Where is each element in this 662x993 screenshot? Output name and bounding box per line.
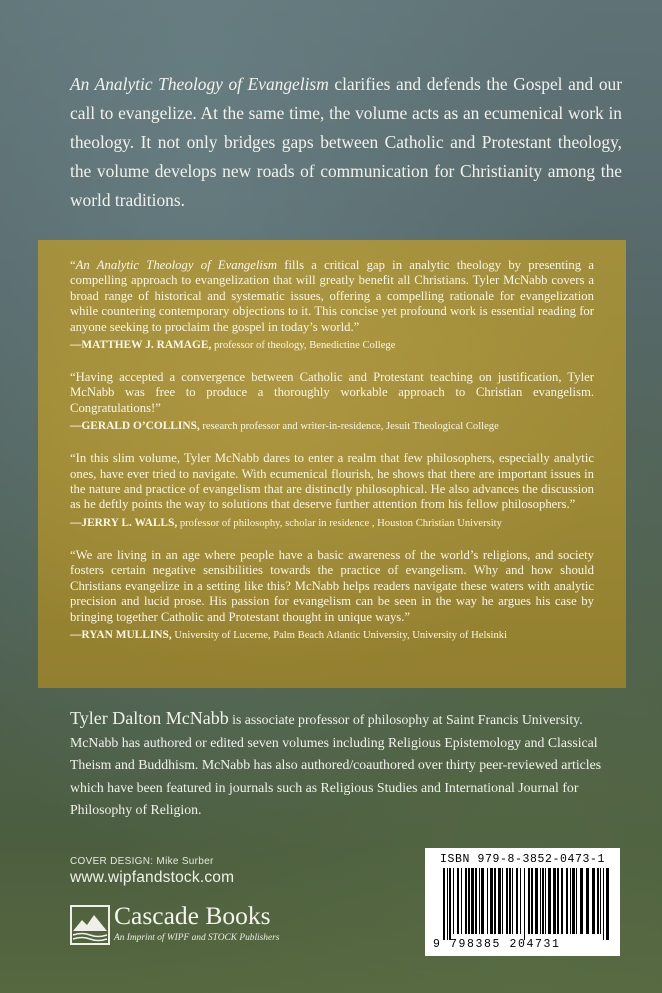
- endorser-affiliation: professor of philosophy, scholar in residence , Houston Christian University: [177, 517, 502, 529]
- barcode-bar: [516, 868, 518, 934]
- endorser-name: —MATTHEW J. RAMAGE,: [70, 339, 212, 352]
- publisher-website: www.wipfandstock.com: [70, 869, 235, 886]
- barcode-bar: [468, 868, 470, 934]
- barcode-bar: [528, 868, 530, 934]
- endorsement-attribution: [70, 419, 594, 434]
- barcode-bar: [520, 868, 521, 934]
- barcode-bar: [498, 868, 501, 934]
- barcode-bar: [487, 868, 488, 934]
- bio-text: is associate professor of philosophy at Saint Francis University. McNabb has authored or edited seven volumes including Religious Epistemology and Classical Theism and Buddhism. McNabb has also authored/coauthored over thirty peer-reviewed articles which have been featured in journals such as Religious Studies and International Journal for Philosophy of Religion.: [70, 712, 602, 817]
- barcode-bar: [465, 868, 467, 934]
- endorsement-mullins: [70, 548, 594, 643]
- barcode-bars: [431, 868, 614, 940]
- barcode-bar: [606, 868, 609, 940]
- endorsement-walls: [70, 451, 594, 531]
- barcode-bar: [457, 868, 459, 934]
- book-title: An Analytic Theology of Evangelism: [70, 74, 329, 94]
- barcode-bar: [443, 868, 445, 940]
- endorser-name: —JERRY L. WALLS,: [70, 516, 178, 529]
- barcode-bar: [586, 868, 589, 934]
- publisher-imprint: An Imprint of WIPF and STOCK Publishers: [114, 933, 280, 943]
- barcode-bar: [545, 868, 546, 934]
- barcode-bar: [471, 868, 474, 934]
- barcode-bar: [481, 868, 484, 934]
- quoted-book-title: An Analytic Theology of Evangelism: [75, 258, 278, 272]
- barcode-bar: [570, 868, 571, 934]
- barcode-bar: [449, 868, 451, 940]
- endorser-affiliation: research professor and writer-in-residence, Jesuit Theological College: [199, 421, 499, 433]
- barcode-bar: [540, 868, 541, 934]
- endorsement-quote: “We are living in an age where people have a basic awareness of the world’s religions, and society fosters certain negative sensibilities towards the practice of evangelism. Why and how should Christians evangelize in a setting like this? McNabb helps readers navigate these waters with analytic precision and lucid prose. His passion for evangelism can be seen in the way he argues his case by bringing together Catholic and Protestant thought in unique ways.”: [70, 547, 594, 624]
- publisher-logo-block: [70, 903, 310, 949]
- barcode-bar: [461, 868, 462, 934]
- endorser-name: —RYAN MULLINS,: [70, 628, 172, 641]
- intro-text: clarifies and defends the Gospel and our call to evangelize. At the same time, the volume acts as an ecumenical work in theology. It not only bridges gaps between Catholic and Protestant theology, the volume develops new roads of communication for Christianity among the world traditions.: [70, 74, 622, 210]
- barcode-bar: [535, 868, 538, 934]
- barcode-bar: [580, 868, 583, 934]
- barcode-bar: [561, 868, 563, 934]
- cover-design-credit: COVER DESIGN: Mike Surber: [70, 856, 214, 867]
- endorsement-ocollins: [70, 370, 594, 434]
- barcode-bar: [572, 868, 575, 934]
- endorser-affiliation: professor of theology, Benedictine College: [211, 340, 396, 352]
- barcode-bar: [453, 868, 454, 934]
- barcode-bar: [553, 868, 556, 934]
- barcode-bar: [542, 868, 544, 934]
- barcode-bar: [592, 868, 595, 934]
- barcode-bar: [524, 868, 525, 940]
- barcode-bar: [509, 868, 511, 934]
- barcode-bar: [566, 868, 568, 934]
- barcode-bar: [475, 868, 477, 934]
- endorsement-quote: “An Analytic Theology of Evangelism fills a critical gap in analytic theology by presenting a compelling approach to evangelization that will greatly benefit all Christians. Tyler McNabb covers a broad range of historical and systematic issues, offering a compelling rationale for evangelization while countering contemporary objections to it. This concise yet profound work is essential reading for anyone seeking to proclaim the gospel in today’s world.”: [70, 258, 594, 334]
- endorsement-attribution: [70, 516, 594, 531]
- barcode-bar: [603, 868, 604, 940]
- barcode-bar: [557, 868, 559, 934]
- endorser-affiliation: University of Lucerne, Palm Beach Atlantic University, University of Helsinki: [171, 629, 508, 641]
- barcode-bar: [597, 868, 599, 934]
- publisher-name: Cascade Books: [114, 901, 271, 930]
- barcode-bar: [479, 868, 480, 934]
- credits: [70, 856, 234, 887]
- barcode-bar: [512, 868, 513, 934]
- author-bio: [70, 707, 630, 822]
- barcode-bar: [548, 868, 551, 934]
- barcode-bar: [531, 868, 533, 934]
- isbn-label: ISBN 979-8-3852-0473-1: [439, 853, 606, 866]
- endorsements-box: [38, 240, 626, 688]
- barcode-bar: [447, 868, 448, 940]
- barcode-bar: [576, 868, 577, 934]
- isbn-barcode: [425, 848, 620, 956]
- endorsement-quote: “In this slim volume, Tyler McNabb dares to enter a realm that few philosophers, especially analytic ones, have ever tried to navigate. With ecumenical flourish, he shows that there are important issues in the nature and practice of evangelism that are distinctly philosophical. He also advances the discussion as he deftly points the way to solutions that deserve further attention from his fellow philosophers.”: [70, 451, 594, 512]
- barcode-bar: [490, 868, 493, 934]
- barcode-bar: [506, 868, 508, 934]
- author-name: Tyler Dalton McNabb: [70, 708, 229, 728]
- cascade-mountain-logo-icon: [70, 905, 110, 945]
- endorsement-ramage: [70, 258, 594, 353]
- endorser-name: —GERALD O’COLLINS,: [70, 420, 200, 433]
- barcode-bar: [502, 868, 503, 934]
- barcode-bar: [600, 868, 601, 934]
- endorsement-quote: “Having accepted a convergence between Catholic and Protestant teaching on justification, Tyler McNabb was free to produce a thoroughly workable approach to Christian evangelism. Congratulations!”: [70, 370, 594, 415]
- intro-paragraph: [70, 70, 622, 215]
- barcode-bar: [494, 868, 496, 934]
- endorsement-attribution: [70, 338, 594, 353]
- endorsement-attribution: [70, 628, 594, 643]
- barcode-number: 9 798385 204731: [433, 938, 561, 951]
